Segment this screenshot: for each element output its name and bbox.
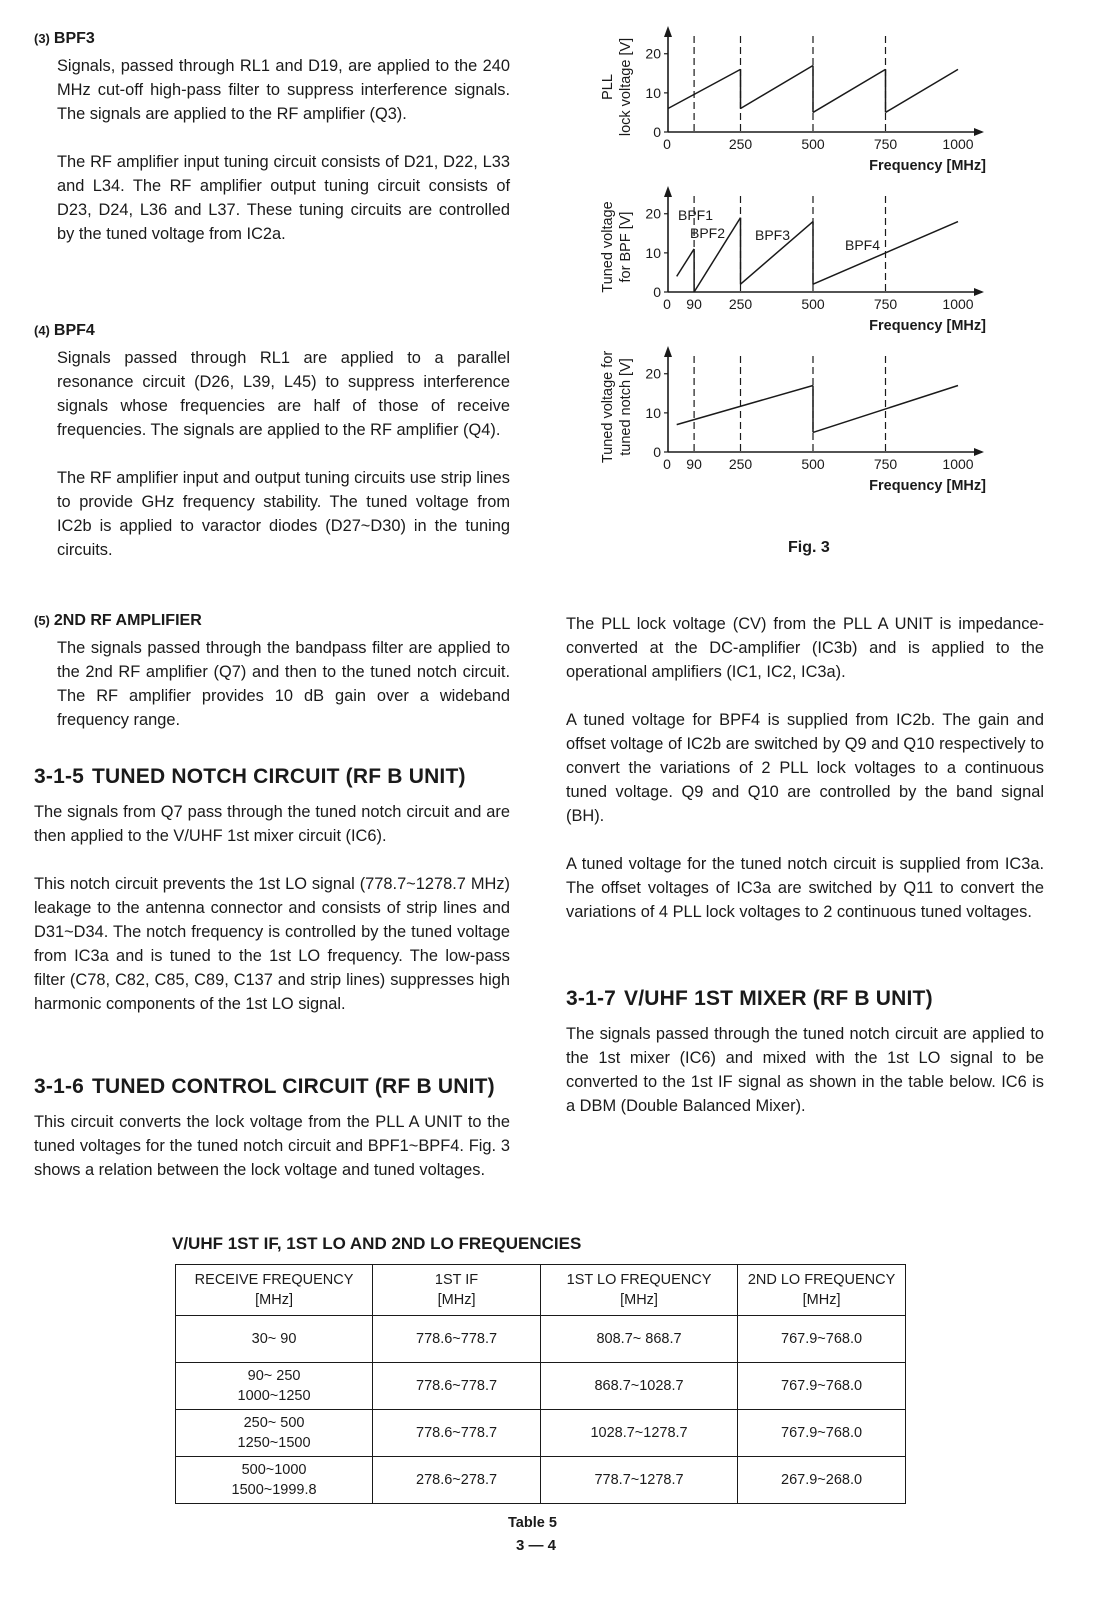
x-axis-arrow — [974, 128, 984, 136]
heading-number: (5) — [34, 613, 50, 628]
cell-text: 778.6~778.7 — [416, 1378, 498, 1394]
table-cell — [540, 1457, 737, 1504]
table-cell — [176, 1410, 373, 1457]
paragraph: Signals passed through RL1 are applied to a parallel resonance circuit (D26, L39, L45) to suppress interference signals whose frequencies are half of those of receive frequencies. The signals are applied to the RF amplifier (Q4). — [57, 349, 510, 439]
cell-text: 250~ 500 — [243, 1415, 305, 1431]
table-cell — [738, 1363, 906, 1410]
table-header-row — [176, 1265, 906, 1316]
table-cell — [373, 1457, 541, 1504]
x-tick-label: 250 — [728, 456, 753, 472]
paragraph: The signals passed through the tuned notch circuit are applied to the 1st mixer (IC6) and mixed with the 1st LO signal to be converted to the 1st IF signal as shown in the table below. IC6 is a DBM (Double Balanced Mixer). — [566, 1025, 1044, 1115]
section-3-1-5 — [34, 764, 510, 1016]
cell-text: 267.9~268.0 — [781, 1472, 863, 1488]
table-header-cell — [738, 1265, 906, 1316]
chart-3 — [600, 346, 986, 494]
x-tick-label: 1000 — [942, 136, 974, 152]
y-tick-label: 20 — [645, 45, 661, 62]
y-tick-label: 0 — [653, 284, 661, 300]
cell-text: 90~ 250 — [247, 1368, 301, 1384]
series-line — [813, 69, 886, 112]
paragraph: The RF amplifier input and output tuning circuits use strip lines to provide GHz frequency stability. The tuned voltage from IC2b is applied to varactor diodes (D27~D30) in the tuning circuits. — [57, 469, 510, 559]
chart-1 — [600, 26, 986, 174]
table-cell — [738, 1410, 906, 1457]
y-axis-label: for BPF [V] — [618, 211, 634, 283]
x-tick-label: 0 — [663, 296, 671, 312]
cell-text: 1028.7~1278.7 — [590, 1425, 688, 1441]
table-cell — [373, 1316, 541, 1363]
y-tick-label: 0 — [653, 124, 661, 140]
table-cell — [373, 1410, 541, 1457]
heading-bpf3 — [34, 28, 510, 50]
table-header-cell — [540, 1265, 737, 1316]
section-3-1-6 — [34, 1074, 510, 1182]
section-2nd-rf-amplifier — [34, 610, 510, 732]
y-axis-label: tuned notch [V] — [618, 358, 634, 456]
cell-text: 1000~1250 — [237, 1388, 311, 1404]
segment-label: BPF2 — [690, 225, 726, 241]
x-axis-label: Frequency [MHz] — [869, 158, 986, 174]
heading-number: 3-1-6 — [34, 1075, 85, 1098]
cell-text: 778.6~778.7 — [416, 1425, 498, 1441]
figure-3-charts — [590, 20, 1010, 540]
table-header-cell — [176, 1265, 373, 1316]
x-tick-label: 500 — [801, 456, 825, 472]
y-axis-label: lock voltage [V] — [618, 37, 634, 137]
segment-label: BPF4 — [845, 237, 881, 253]
heading-text: BPF3 — [53, 30, 95, 47]
y-axis-label: Tuned voltage — [600, 201, 616, 293]
heading-3-1-6 — [34, 1074, 510, 1100]
paragraph: This circuit converts the lock voltage from the PLL A UNIT to the tuned voltages for the tuned notch circuit and BPF1~BPF4. Fig. 3 shows a relation between the lock voltage and tuned voltages. — [34, 1113, 510, 1179]
x-tick-label: 0 — [663, 136, 671, 152]
cell-text: 767.9~768.0 — [781, 1378, 863, 1394]
series-line — [677, 249, 694, 276]
page-number: 3 — 4 — [516, 1537, 557, 1554]
x-tick-label: 90 — [686, 456, 702, 472]
table-cell — [176, 1363, 373, 1410]
segment-label: BPF3 — [755, 227, 791, 243]
x-tick-label: 500 — [801, 296, 825, 312]
heading-text: TUNED NOTCH CIRCUIT (RF B UNIT) — [92, 765, 466, 788]
section-bpf3 — [34, 28, 510, 246]
paragraph: The RF amplifier input tuning circuit consists of D21, D22, L33 and L34. The RF amplifier output tuning circuit consists of D23, D24, L36 and L37. These tuning circuits are controlled by the tuned voltage from IC2a. — [57, 153, 510, 243]
x-tick-label: 1000 — [942, 296, 974, 312]
cell-text: 767.9~768.0 — [781, 1425, 863, 1441]
table-cell — [176, 1316, 373, 1363]
x-tick-label: 1000 — [942, 456, 974, 472]
heading-number: 3-1-5 — [34, 765, 85, 788]
table-cell — [373, 1363, 541, 1410]
table-row — [176, 1410, 906, 1457]
y-tick-label: 10 — [645, 404, 661, 421]
x-tick-label: 250 — [728, 136, 753, 152]
paragraph: This notch circuit prevents the 1st LO signal (778.7~1278.7 MHz) leakage to the antenna connector and consists of strip lines and D31~D34. The notch frequency is controlled by the tuned voltage from IC3a and is tuned to the 1st LO frequency. The low-pass filter (C78, C82, C85, C89, C137 and strip lines) suppresses high harmonic components of the 1st LO signal. — [34, 875, 510, 1013]
paragraph: The PLL lock voltage (CV) from the PLL A UNIT is impedance-converted at the DC-amplifier (IC3b) and is applied to the operational amplifiers (IC1, IC2, IC3a). — [566, 615, 1044, 681]
series-line — [668, 69, 741, 108]
x-axis-arrow — [974, 288, 984, 296]
x-tick-label: 500 — [801, 136, 825, 152]
cell-text: 1250~1500 — [237, 1435, 311, 1451]
x-tick-label: 90 — [686, 296, 702, 312]
heading-3-1-5 — [34, 764, 510, 790]
heading-text: 2ND RF AMPLIFIER — [53, 612, 202, 629]
table-row — [176, 1316, 906, 1363]
header-text: [MHz] — [620, 1292, 658, 1308]
header-text: [MHz] — [255, 1292, 293, 1308]
cell-text: 278.6~278.7 — [416, 1472, 498, 1488]
x-tick-label: 750 — [873, 456, 898, 472]
table-title: V/UHF 1ST IF, 1ST LO AND 2ND LO FREQUENCIES — [172, 1234, 582, 1253]
paragraph: A tuned voltage for the tuned notch circuit is supplied from IC3a. The offset voltages of IC3a are switched by Q11 to convert the variations of 4 PLL lock voltages to 2 continuous tuned voltages. — [566, 855, 1044, 921]
paragraph: Signals, passed through RL1 and D19, are applied to the 240 MHz cut-off high-pass filter to suppress interference signals. The signals are applied to the RF amplifier (Q3). — [57, 57, 510, 123]
y-axis-label: PLL — [600, 74, 616, 100]
series-line — [677, 385, 813, 424]
table-caption: Table 5 — [508, 1515, 557, 1531]
paragraph: A tuned voltage for BPF4 is supplied from IC2b. The gain and offset voltage of IC2b are switched by Q9 and Q10 respectively to convert the variations of 2 PLL lock voltages to a continuous tuned voltage. Q9 and Q10 are controlled by the band signal (BH). — [566, 711, 1044, 825]
segment-label: BPF1 — [678, 207, 714, 223]
x-tick-label: 0 — [663, 456, 671, 472]
section-3-1-7 — [566, 986, 1044, 1118]
x-tick-label: 250 — [728, 296, 753, 312]
heading-number: (3) — [34, 31, 50, 46]
x-tick-label: 750 — [873, 296, 898, 312]
heading-text: TUNED CONTROL CIRCUIT (RF B UNIT) — [92, 1075, 495, 1098]
heading-bpf4 — [34, 320, 510, 342]
heading-text: BPF4 — [53, 322, 95, 339]
x-tick-label: 750 — [873, 136, 898, 152]
header-text: RECEIVE FREQUENCY — [194, 1272, 354, 1288]
y-tick-label: 20 — [645, 205, 661, 222]
cell-text: 778.6~778.7 — [416, 1331, 498, 1347]
table-cell — [176, 1457, 373, 1504]
heading-2nd-rf-amplifier — [34, 610, 510, 632]
header-text: [MHz] — [437, 1292, 476, 1308]
table-cell — [540, 1363, 737, 1410]
y-tick-label: 10 — [645, 244, 661, 261]
header-text: 1ST LO FREQUENCY — [566, 1272, 712, 1288]
paragraph: The signals from Q7 pass through the tuned notch circuit and are then applied to the V/UHF 1st mixer circuit (IC6). — [34, 803, 510, 845]
y-axis-arrow — [664, 346, 672, 357]
heading-text: V/UHF 1ST MIXER (RF B UNIT) — [624, 987, 933, 1010]
series-line — [886, 69, 959, 112]
y-tick-label: 10 — [645, 84, 661, 101]
x-axis-label: Frequency [MHz] — [869, 478, 986, 494]
header-text: 2ND LO FREQUENCY — [747, 1272, 896, 1288]
right-column-text — [566, 612, 1044, 924]
chart-2 — [600, 186, 986, 334]
heading-number: 3-1-7 — [566, 987, 617, 1010]
y-tick-label: 20 — [645, 365, 661, 382]
cell-text: 767.9~768.0 — [781, 1331, 863, 1347]
table-cell — [540, 1316, 737, 1363]
heading-number: (4) — [34, 323, 50, 338]
table-row — [176, 1363, 906, 1410]
frequency-table — [175, 1264, 906, 1504]
cell-text: 30~ 90 — [251, 1331, 297, 1347]
y-tick-label: 0 — [653, 444, 661, 460]
x-axis-arrow — [974, 448, 984, 456]
cell-text: 1500~1999.8 — [231, 1482, 317, 1498]
header-text: [MHz] — [802, 1292, 841, 1308]
table-header-cell — [373, 1265, 541, 1316]
heading-3-1-7 — [566, 986, 1044, 1012]
y-axis-arrow — [664, 26, 672, 37]
cell-text: 868.7~1028.7 — [594, 1378, 684, 1394]
y-axis-label: Tuned voltage for — [600, 350, 616, 464]
table-cell — [738, 1316, 906, 1363]
paragraph: The signals passed through the bandpass filter are applied to the 2nd RF amplifier (Q7) and then to the tuned notch circuit. The RF amplifier provides 10 dB gain over a wideband frequency range. — [57, 639, 510, 729]
header-text: 1ST IF — [434, 1272, 479, 1288]
section-bpf4 — [34, 320, 510, 562]
table-cell — [738, 1457, 906, 1504]
table-row — [176, 1457, 906, 1504]
cell-text: 500~1000 — [241, 1462, 307, 1478]
y-axis-arrow — [664, 186, 672, 197]
figure-caption: Fig. 3 — [788, 539, 830, 556]
x-axis-label: Frequency [MHz] — [869, 318, 986, 334]
cell-text: 778.7~1278.7 — [594, 1472, 684, 1488]
table-cell — [540, 1410, 737, 1457]
series-line — [741, 65, 814, 108]
cell-text: 808.7~ 868.7 — [596, 1331, 682, 1347]
